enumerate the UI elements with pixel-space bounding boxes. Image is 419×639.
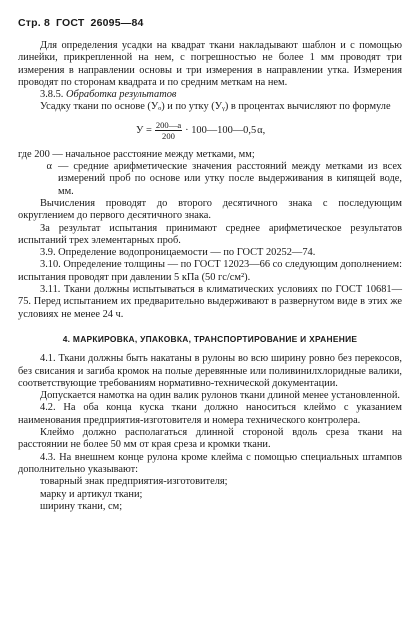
subsection-heading-3-8-5: 3.8.5. Обработка результатов bbox=[40, 89, 177, 101]
shrinkage-formula: У = $\frac{200—a}{200}$ · 100—100—0,5 α , bbox=[136, 120, 266, 142]
paragraph-shrinkage-method: Для определения усадки на квадрат ткани накладывают шаблон и с помощью линейки, прикрепленной на нем, с погрешностью не более 1 мм проводят три измерения в направлении основы и три измерения в направлении утка. Измерения проводят по сторонам квадрата и по средним меткам на нем. bbox=[18, 40, 402, 88]
legend-200: где 200 — начальное расстояние между метками, мм; bbox=[18, 148, 255, 160]
formula-legend bbox=[18, 149, 402, 198]
page-number: Стр. 8 bbox=[18, 17, 51, 29]
standard-number: 26095—84 bbox=[90, 17, 144, 29]
paragraph-4-1: 4.1. Ткани должны быть накатаны в рулоны во всю ширину ровно без перекосов, без свисания и загиба кромок на полые деревянные или поливинилхлоридные валики, соответствующие требованиям нормативно-технической документации. bbox=[18, 353, 402, 389]
document-body bbox=[18, 40, 402, 513]
list-item: марку и артикул ткани; bbox=[40, 488, 143, 500]
list-item: ширину ткани, см; bbox=[40, 500, 123, 512]
paragraph-4-3: 4.3. На внешнем конце рулона кроме клейма с помощью специальных штампов дополнительно указывают: bbox=[18, 451, 402, 475]
paragraph-result: За результат испытания принимают среднее арифметическое результатов испытаний трех элементарных проб. bbox=[18, 222, 402, 246]
paragraph-shrinkage-formula-intro: Усадку ткани по основе (Уₒ) и по утку (Уᵧ) в процентах вычисляют по формуле bbox=[40, 101, 391, 113]
paragraph-4-2: 4.2. На оба конца куска ткани должно наноситься клеймо с указанием наименования предприятия-изготовителя и номера технического контролера. bbox=[18, 402, 402, 426]
list-item: товарный знак предприятия-изготовителя; bbox=[40, 476, 228, 488]
paragraph-stamp: Клеймо должно располагаться длинной стороной вдоль среза ткани на расстоянии не более 50 мм от края среза и кромки ткани. bbox=[18, 427, 402, 451]
paragraph-3-11: 3.11. Ткани должны испытываться в климатических условиях по ГОСТ 10681—75. Перед испытанием их предварительно выдерживают в развернутом виде в этих же условиях не менее 24 ч. bbox=[18, 284, 402, 320]
paragraph-winding: Допускается намотка на один валик рулонов ткани длиной менее установленной. bbox=[40, 390, 401, 402]
section-heading-4: 4. МАРКИРОВКА, УПАКОВКА, ТРАНСПОРТИРОВАНИЕ И ХРАНЕНИЕ bbox=[62, 333, 358, 344]
paragraph-rounding: Вычисления проводят до второго десятичного знака с последующим округлением до первого десятичного знака. bbox=[18, 197, 402, 222]
standard-label: ГОСТ bbox=[56, 17, 85, 29]
paragraph-3-9: 3.9. Определение водопроницаемости — по ГОСТ 20252—74. bbox=[40, 247, 316, 259]
formula-fraction: $\frac{200—a}{200}$ bbox=[155, 120, 182, 142]
paragraph-3-10: 3.10. Определение толщины — по ГОСТ 12023—66 со следующим дополнением: испытания проводят при давлении 5 кПа (50 гс/см²). bbox=[18, 259, 402, 283]
legend-alpha: α — средние арифметические значения расстояний между метками из всех измерений проб по основе или утку после выдерживания в кипящей воде, мм. bbox=[46, 161, 402, 197]
page-header bbox=[18, 17, 144, 29]
